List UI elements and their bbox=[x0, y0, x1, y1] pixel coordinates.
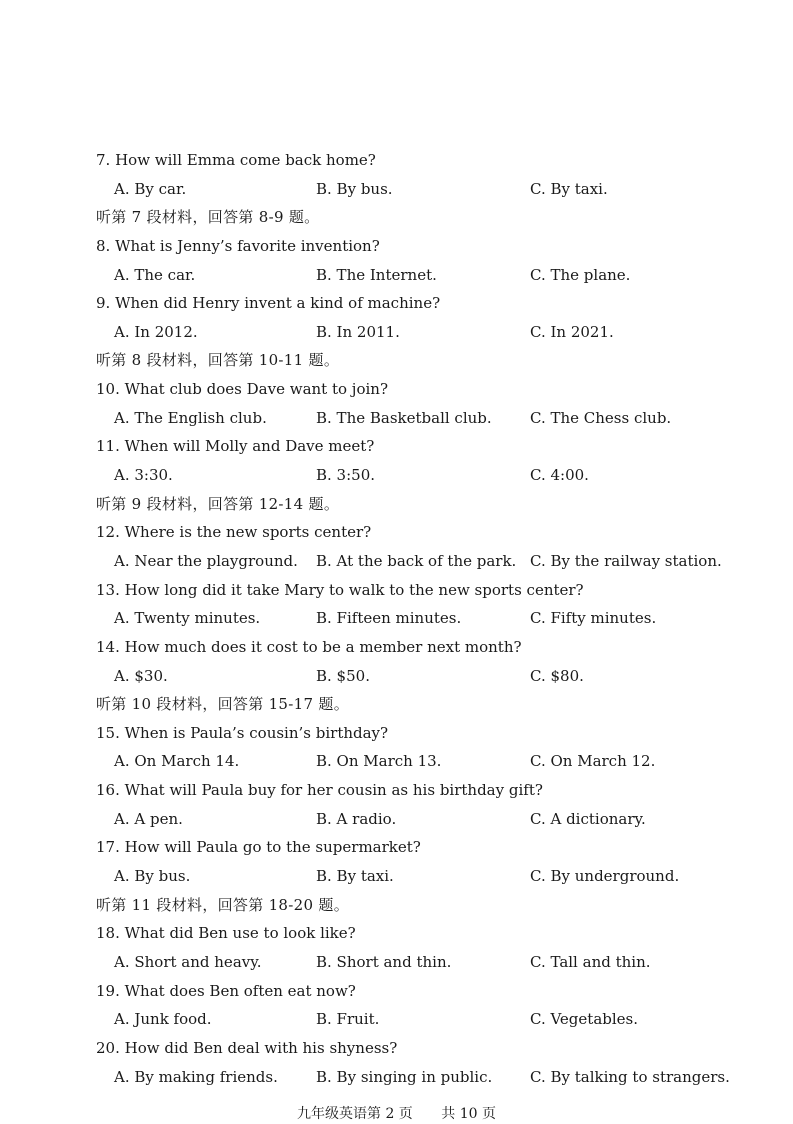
footer-total-label: 共 10 页 bbox=[441, 1106, 496, 1122]
answer-options bbox=[96, 461, 756, 490]
option-a: A. By car. bbox=[114, 179, 187, 198]
option-b: B. By singing in public. bbox=[316, 1067, 493, 1086]
answer-options bbox=[96, 747, 756, 776]
option-a: A. Short and heavy. bbox=[114, 952, 262, 971]
section-instruction: 听第 11 段材料，回答第 18-20 题。 bbox=[96, 895, 350, 914]
option-a: A. By making friends. bbox=[114, 1067, 278, 1086]
option-a: A. On March 14. bbox=[114, 752, 240, 771]
option-a: A. By bus. bbox=[114, 867, 191, 886]
option-b: B. Fruit. bbox=[316, 1010, 380, 1029]
option-c: C. A dictionary. bbox=[530, 809, 646, 828]
question-text: 12. Where is the new sports center? bbox=[96, 523, 372, 542]
option-c: C. By underground. bbox=[530, 867, 680, 886]
option-c: C. In 2021. bbox=[530, 322, 614, 341]
option-b: B. On March 13. bbox=[316, 752, 442, 771]
option-b: B. 3:50. bbox=[316, 466, 376, 485]
question-text: 20. How did Ben deal with his shyness? bbox=[96, 1038, 398, 1057]
answer-options bbox=[96, 1005, 756, 1034]
section-instruction: 听第 7 段材料，回答第 8-9 题。 bbox=[96, 208, 320, 227]
answer-options bbox=[96, 261, 756, 290]
option-b: B. The Basketball club. bbox=[316, 408, 492, 427]
question-text: 16. What will Paula buy for her cousin as his birthday gift? bbox=[96, 781, 543, 800]
option-c: C. The plane. bbox=[530, 265, 631, 284]
answer-options bbox=[96, 175, 756, 204]
option-b: B. The Internet. bbox=[316, 265, 437, 284]
option-b: B. By bus. bbox=[316, 179, 393, 198]
option-a: A. 3:30. bbox=[114, 466, 173, 485]
question-text: 11. When will Molly and Dave meet? bbox=[96, 437, 375, 456]
question-text: 18. What did Ben use to look like? bbox=[96, 924, 356, 943]
question-text: 15. When is Paula’s cousin’s birthday? bbox=[96, 723, 389, 742]
answer-options bbox=[96, 318, 756, 347]
option-c: C. By talking to strangers. bbox=[530, 1067, 730, 1086]
answer-options bbox=[96, 662, 756, 691]
answer-options bbox=[96, 805, 756, 834]
answer-options bbox=[96, 604, 756, 633]
option-c: C. $80. bbox=[530, 666, 584, 685]
option-a: A. $30. bbox=[114, 666, 168, 685]
option-c: C. Fifty minutes. bbox=[530, 609, 657, 628]
question-text: 19. What does Ben often eat now? bbox=[96, 981, 356, 1000]
question-list bbox=[96, 146, 756, 1091]
section-instruction: 听第 9 段材料，回答第 12-14 题。 bbox=[96, 494, 340, 513]
option-c: C. The Chess club. bbox=[530, 408, 672, 427]
option-c: C. On March 12. bbox=[530, 752, 656, 771]
answer-options bbox=[96, 1063, 756, 1092]
question-text: 10. What club does Dave want to join? bbox=[96, 380, 388, 399]
option-a: A. Near the playground. bbox=[114, 551, 298, 570]
option-a: A. The English club. bbox=[114, 408, 267, 427]
option-c: C. By taxi. bbox=[530, 179, 608, 198]
page-footer bbox=[0, 1104, 793, 1124]
option-c: C. Vegetables. bbox=[530, 1010, 639, 1029]
option-c: C. Tall and thin. bbox=[530, 952, 651, 971]
section-instruction: 听第 8 段材料，回答第 10-11 题。 bbox=[96, 351, 340, 370]
option-a: A. Twenty minutes. bbox=[114, 609, 261, 628]
option-b: B. Fifteen minutes. bbox=[316, 609, 462, 628]
question-text: 9. When did Henry invent a kind of machine? bbox=[96, 294, 441, 313]
option-b: B. In 2011. bbox=[316, 322, 400, 341]
answer-options bbox=[96, 948, 756, 977]
option-b: B. By taxi. bbox=[316, 867, 394, 886]
answer-options bbox=[96, 404, 756, 433]
answer-options bbox=[96, 547, 756, 576]
question-text: 17. How will Paula go to the supermarket? bbox=[96, 838, 421, 857]
question-text: 13. How long did it take Mary to walk to the new sports center? bbox=[96, 580, 584, 599]
section-instruction: 听第 10 段材料，回答第 15-17 题。 bbox=[96, 695, 350, 714]
option-a: A. The car. bbox=[114, 265, 196, 284]
answer-options bbox=[96, 862, 756, 891]
option-b: B. Short and thin. bbox=[316, 952, 452, 971]
option-b: B. $50. bbox=[316, 666, 370, 685]
question-text: 8. What is Jenny’s favorite invention? bbox=[96, 236, 380, 255]
footer-page-label: 九年级英语第 2 页 bbox=[297, 1106, 413, 1122]
option-a: A. In 2012. bbox=[114, 322, 198, 341]
option-a: A. A pen. bbox=[114, 809, 183, 828]
question-text: 7. How will Emma come back home? bbox=[96, 151, 376, 169]
option-b: B. A radio. bbox=[316, 809, 397, 828]
option-c: C. 4:00. bbox=[530, 466, 589, 485]
option-b: B. At the back of the park. bbox=[316, 551, 517, 570]
option-c: C. By the railway station. bbox=[530, 551, 722, 570]
question-text: 14. How much does it cost to be a member next month? bbox=[96, 637, 522, 656]
option-a: A. Junk food. bbox=[114, 1010, 212, 1029]
